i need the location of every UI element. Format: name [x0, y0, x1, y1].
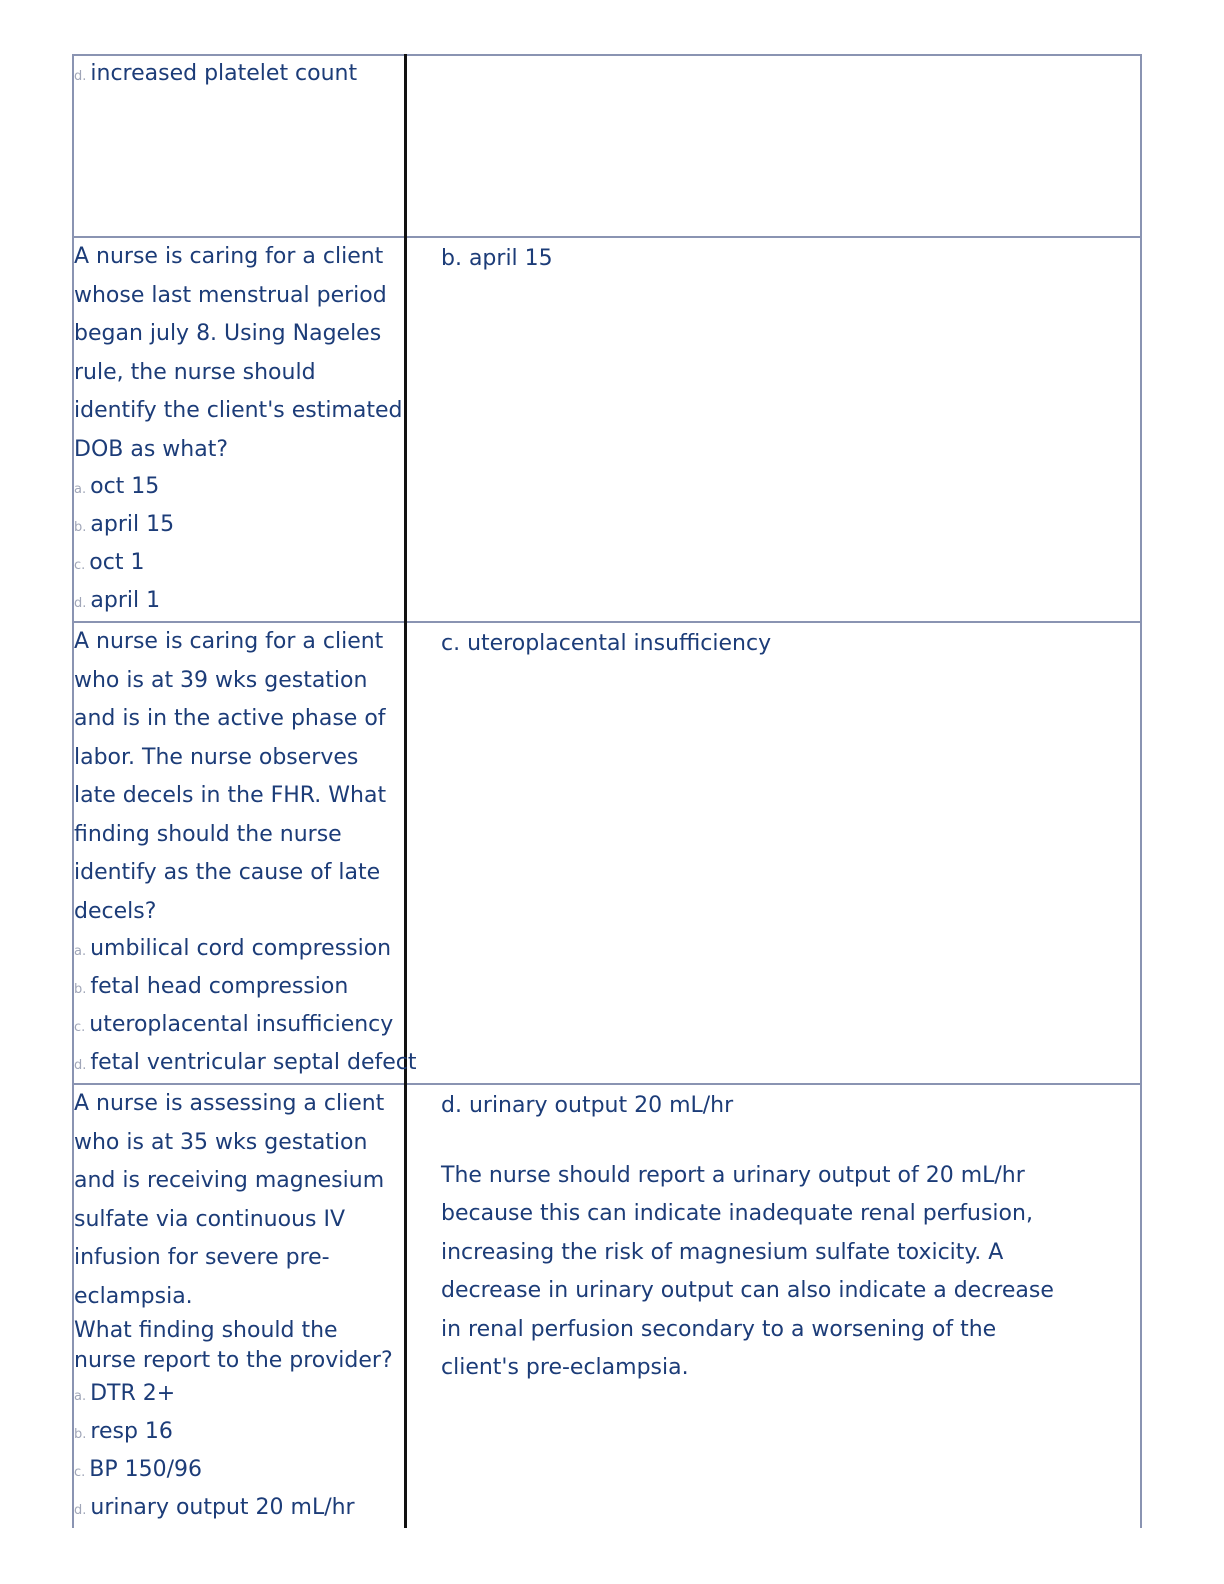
answer-text: b. april 15	[441, 246, 553, 271]
table-row	[73, 622, 1141, 1084]
option-b: b. fetal head compression	[74, 974, 349, 999]
question-cell	[73, 1084, 406, 1528]
answer-cell	[406, 55, 1142, 237]
option-c: c. BP 150/96	[74, 1457, 203, 1482]
question-text: A nurse is assessing a client who is at 35 wks gestation and is receiving magnesium sulfate via continuous IV infusion for severe pre-eclampsia.	[74, 1091, 385, 1309]
answer-text: d. urinary output 20 mL/hr	[441, 1093, 734, 1118]
table-row	[73, 237, 1141, 622]
answer-text: c. uteroplacental insufficiency	[441, 631, 772, 656]
option-a: a. oct 15	[74, 474, 160, 499]
flashcard-sheet	[72, 54, 1142, 1528]
option-a: a. umbilical cord compression	[74, 936, 392, 961]
answer-cell	[406, 622, 1142, 1084]
question-text: A nurse is caring for a client who is at 39 wks gestation and is in the active phase of labor. The nurse observes late decels in the FHR. What finding should the nurse identify as the cause of late decels?	[74, 629, 387, 924]
table-row	[73, 1084, 1141, 1528]
question-text: A nurse is caring for a client whose last menstrual period began july 8. Using Nageles rule, the nurse should identify the client's estimated DOB as what?	[74, 244, 403, 462]
table-row	[73, 55, 1141, 237]
answer-cell	[406, 1084, 1142, 1528]
option-c: c. uteroplacental insufficiency	[74, 1012, 394, 1037]
option-d: d. increased platelet count	[74, 61, 358, 86]
question-text-continued: What finding should the nurse report to the provider?	[74, 1318, 393, 1373]
option-d: d. fetal ventricular septal defect	[74, 1050, 417, 1075]
answer-explanation: The nurse should report a urinary output of 20 mL/hr because this can indicate inadequate renal perfusion, increasing the risk of magnesium sulfate toxicity. A decrease in urinary output can also indicate a decrease in renal perfusion secondary to a worsening of the client's pre-eclampsia.	[441, 1162, 1054, 1380]
answer-cell	[406, 237, 1142, 622]
option-b: b. april 15	[74, 512, 175, 537]
question-cell	[73, 622, 417, 1084]
question-cell	[73, 55, 406, 237]
option-b: b. resp 16	[74, 1419, 173, 1444]
option-a: a. DTR 2+	[74, 1381, 176, 1406]
option-c: c. oct 1	[74, 550, 145, 575]
question-cell	[73, 237, 406, 622]
option-d: d. april 1	[74, 588, 161, 613]
option-d: d. urinary output 20 mL/hr	[74, 1495, 355, 1520]
flashcard-table	[72, 54, 1142, 1528]
